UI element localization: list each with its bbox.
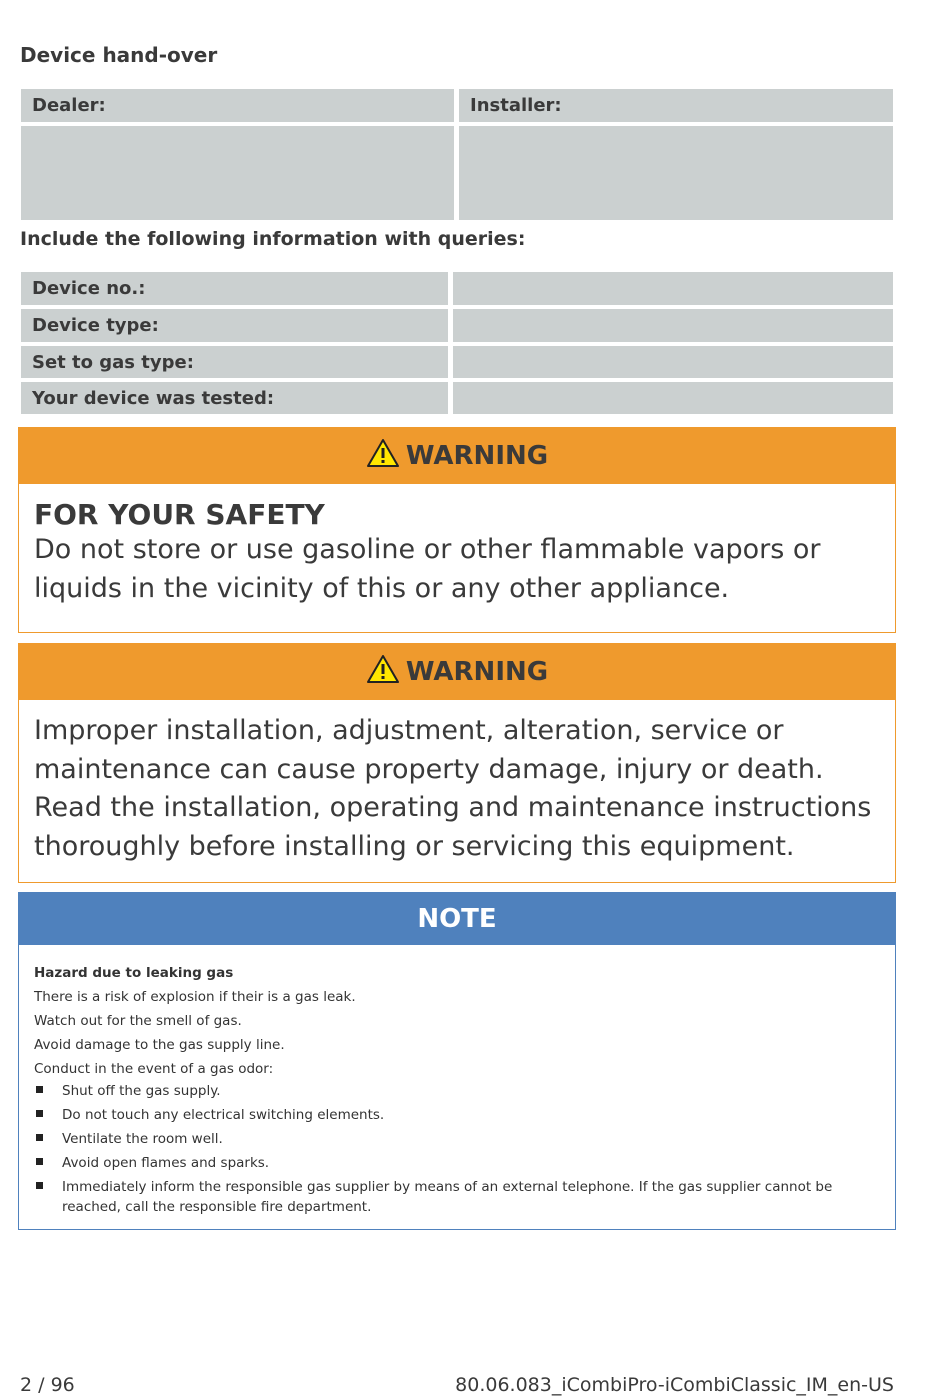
device-tested-field[interactable]: [453, 382, 893, 414]
safety-title: FOR YOUR SAFETY: [34, 498, 325, 531]
document-id: 80.06.083_iCombiPro-iCombiClassic_IM_en-US: [455, 1374, 894, 1396]
page-number: 2 / 96: [20, 1374, 75, 1396]
warning-header-label: WARNING: [405, 657, 549, 687]
list-item: [34, 1153, 880, 1173]
section-title-queries: Include the following information with queries:: [20, 228, 526, 250]
bullet-square-icon: [36, 1182, 43, 1189]
list-item: [34, 1129, 880, 1149]
bullet-square-icon: [36, 1134, 43, 1141]
note-line: Avoid damage to the gas supply line.: [34, 1037, 285, 1053]
bullet-square-icon: [36, 1158, 43, 1165]
list-item-text: Do not touch any electrical switching elements.: [62, 1107, 385, 1123]
warning-header: [19, 644, 895, 700]
note-bullet-list: [34, 1081, 880, 1217]
device-no-label: Device no.:: [21, 272, 448, 305]
gas-type-label: Set to gas type:: [21, 346, 448, 378]
note-heading: Hazard due to leaking gas: [34, 965, 234, 981]
note-header: NOTE: [19, 893, 895, 945]
dealer-label: Dealer:: [21, 89, 454, 122]
device-type-label: Device type:: [21, 309, 448, 342]
list-item: [34, 1081, 880, 1101]
note-line: Conduct in the event of a gas odor:: [34, 1061, 274, 1077]
warning-header-label: WARNING: [405, 441, 549, 471]
list-item-text: Avoid open flames and sparks.: [62, 1155, 270, 1171]
installer-label: Installer:: [459, 89, 893, 122]
device-no-field[interactable]: [453, 272, 893, 305]
warning-triangle-icon: [366, 654, 400, 684]
gas-type-field[interactable]: [453, 346, 893, 378]
installation-warning-text: Improper installation, adjustment, alteration, service or maintenance can cause property damage, injury or death. Read the installation, operating and maintenance instructions thoroughly before installing or servicing this equipment.: [34, 715, 872, 862]
device-tested-label: Your device was tested:: [21, 382, 448, 414]
warning-box-installation: [18, 643, 896, 883]
warning-triangle-icon: [366, 438, 400, 468]
list-item-text: Ventilate the room well.: [62, 1131, 223, 1147]
installer-field[interactable]: [459, 126, 893, 220]
note-box-gas-leak: [18, 892, 896, 1230]
note-line: Watch out for the smell of gas.: [34, 1013, 242, 1029]
device-type-field[interactable]: [453, 309, 893, 342]
warning-box-safety: [18, 427, 896, 633]
safety-text: Do not store or use gasoline or other flammable vapors or liquids in the vicinity of this or any other appliance.: [34, 534, 821, 604]
list-item: [34, 1105, 880, 1125]
section-title-device-handover: Device hand-over: [20, 43, 218, 67]
note-line: There is a risk of explosion if their is a gas leak.: [34, 989, 356, 1005]
list-item-text: Immediately inform the responsible gas supplier by means of an external telephone. If the gas supplier cannot be reached, call the responsible fire department.: [62, 1179, 833, 1215]
bullet-square-icon: [36, 1110, 43, 1117]
list-item-text: Shut off the gas supply.: [62, 1083, 221, 1099]
bullet-square-icon: [36, 1086, 43, 1093]
list-item: [34, 1177, 880, 1217]
dealer-field[interactable]: [21, 126, 454, 220]
warning-header: [19, 428, 895, 484]
